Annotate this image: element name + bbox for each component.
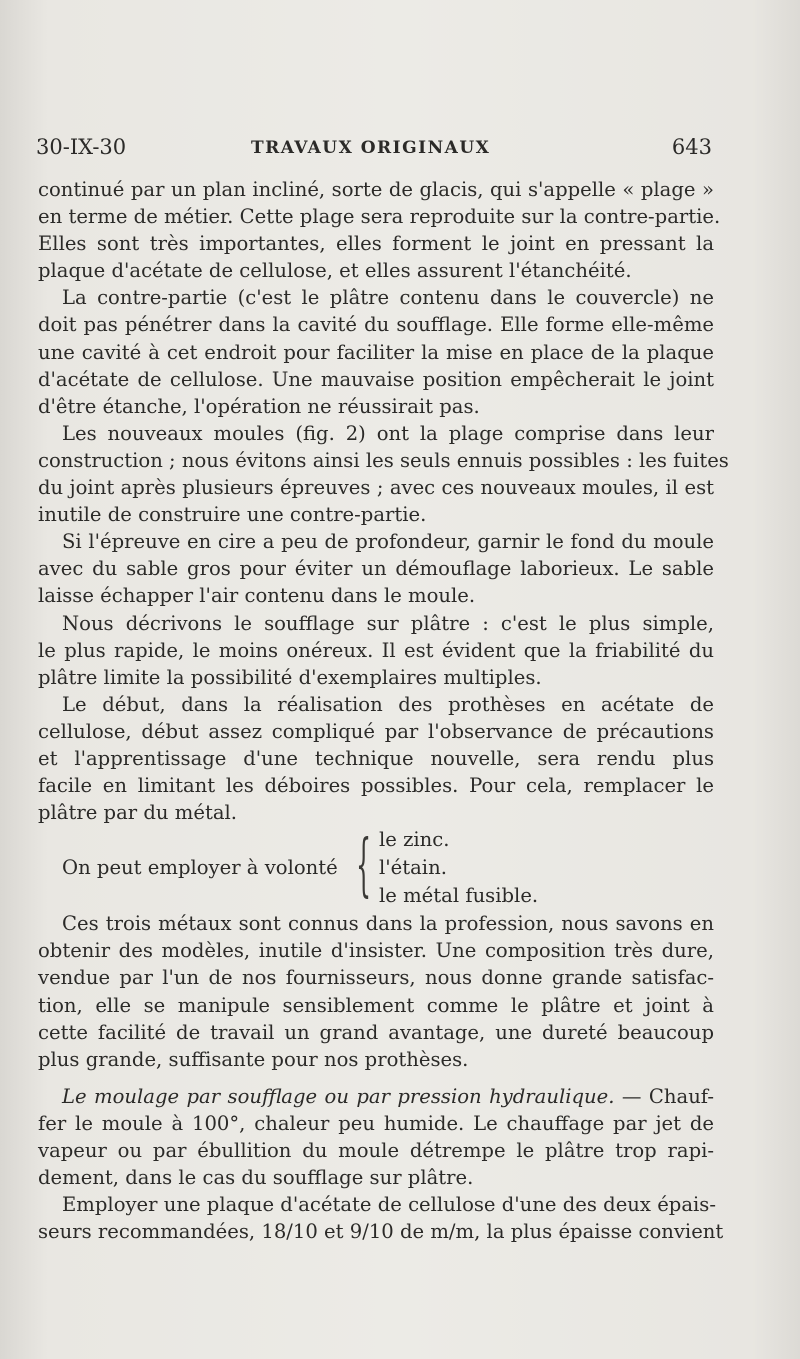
paragraph: [38, 284, 714, 419]
metal-item: le zinc.: [379, 828, 450, 852]
section-heading-line: [38, 1083, 714, 1110]
text-line: Employer une plaque d'acétate de cellulose d'une des deux épais-: [62, 1193, 716, 1217]
section-heading: Le moulage par soufflage ou par pression hydraulique.: [62, 1084, 615, 1108]
paragraph: [38, 176, 721, 284]
text-line: en terme de métier. Cette plage sera reproduite sur la contre-partie.: [38, 205, 721, 229]
text-line: plâtre par du métal.: [38, 801, 237, 825]
text-line: Nous décrivons le soufflage sur plâtre : c'est le plus simple,: [62, 611, 714, 635]
text-line: une cavité à cet endroit pour faciliter la mise en place de la plaque: [38, 340, 714, 364]
header-date: 30-IX-30: [36, 135, 127, 159]
text-line: La contre-partie (c'est le plâtre contenu dans le couvercle) ne: [62, 286, 714, 310]
text-line: Elles sont très importantes, elles forment le joint en pressant la: [38, 232, 714, 256]
running-header: [36, 135, 712, 165]
text-line: continué par un plan incliné, sorte de glacis, qui s'appelle « plage »: [38, 178, 714, 201]
text-line: d'acétate de cellulose. Une mauvaise position empêcherait le joint: [38, 367, 714, 391]
text-line: seurs recommandées, 18/10 et 9/10 de m/m, la plus épaisse convient: [38, 1220, 724, 1244]
text-line: construction ; nous évitons ainsi les seuls ennuis possibles : les fuites: [38, 448, 729, 472]
text-line: laisse échapper l'air contenu dans le moule.: [38, 584, 476, 608]
text-line: Si l'épreuve en cire a peu de profondeur, garnir le fond du moule: [62, 530, 714, 554]
text-line: inutile de construire une contre-partie.: [38, 503, 427, 527]
paragraph: [38, 1191, 724, 1245]
paragraph: [38, 420, 729, 528]
paragraph: [38, 910, 714, 1073]
text-line: cellulose, début assez compliqué par l'observance de précautions: [38, 719, 714, 743]
text-line: plaque d'acétate de cellulose, et elles assurent l'étanchéité.: [38, 259, 632, 283]
header-title: TRAVAUX ORIGINAUX: [251, 138, 491, 158]
text-line: fer le moule à 100°, chaleur peu humide. Le chauffage par jet de: [38, 1111, 714, 1135]
text-line: le plus rapide, le moins onéreux. Il est évident que la friabilité du: [38, 638, 714, 662]
text-line: tion, elle se manipule sensiblement comme le plâtre et joint à: [38, 993, 714, 1017]
text-line: obtenir des modèles, inutile d'insister. Une composition très dure,: [38, 939, 714, 963]
metal-list: [38, 826, 714, 910]
text-line: Les nouveaux moules (fig. 2) ont la plage comprise dans leur: [62, 421, 714, 445]
text-line: d'être étanche, l'opération ne réussirait pas.: [38, 394, 480, 418]
text-line: plâtre limite la possibilité d'exemplaires multiples.: [38, 665, 542, 689]
text-line: Ces trois métaux sont connus dans la profession, nous savons en: [62, 912, 714, 936]
paragraph: [38, 610, 714, 691]
text-line: et l'apprentissage d'une technique nouvelle, sera rendu plus: [38, 746, 714, 770]
paragraph: [38, 528, 714, 609]
text-line: Le début, dans la réalisation des prothèses en acétate de: [62, 692, 714, 716]
text-line: vendue par l'un de nos fournisseurs, nous donne grande satisfac-: [38, 966, 714, 990]
paragraph: [38, 691, 714, 826]
metal-item: l'étain.: [379, 856, 447, 880]
metal-list-lead: On peut employer à volonté: [62, 856, 338, 880]
text-line: doit pas pénétrer dans la cavité du soufflage. Elle forme elle-même: [38, 313, 714, 337]
text-line: facile en limitant les déboires possibles. Pour cela, remplacer le: [38, 774, 714, 798]
body-text: [38, 176, 729, 1245]
section-paragraph: [38, 1083, 714, 1191]
text-line: vapeur ou par ébullition du moule détrempe le plâtre trop rapi-: [38, 1139, 714, 1162]
text-line: dement, dans le cas du soufflage sur plâtre.: [38, 1166, 474, 1190]
text-line: cette facilité de travail un grand avantage, une dureté beaucoup: [38, 1020, 714, 1044]
metal-item: le métal fusible.: [379, 884, 539, 908]
metal-list-items: [379, 826, 538, 910]
page-number: 643: [671, 135, 712, 159]
text-line: avec du sable gros pour éviter un démouflage laborieux. Le sable: [38, 557, 714, 581]
text-line: du joint après plusieurs épreuves ; avec ces nouveaux moules, il est: [38, 476, 714, 500]
text-line: plus grande, suffisante pour nos prothèses.: [38, 1047, 469, 1071]
brace-icon: {: [356, 826, 372, 906]
section-heading-tail: — Chauf-: [614, 1084, 714, 1108]
